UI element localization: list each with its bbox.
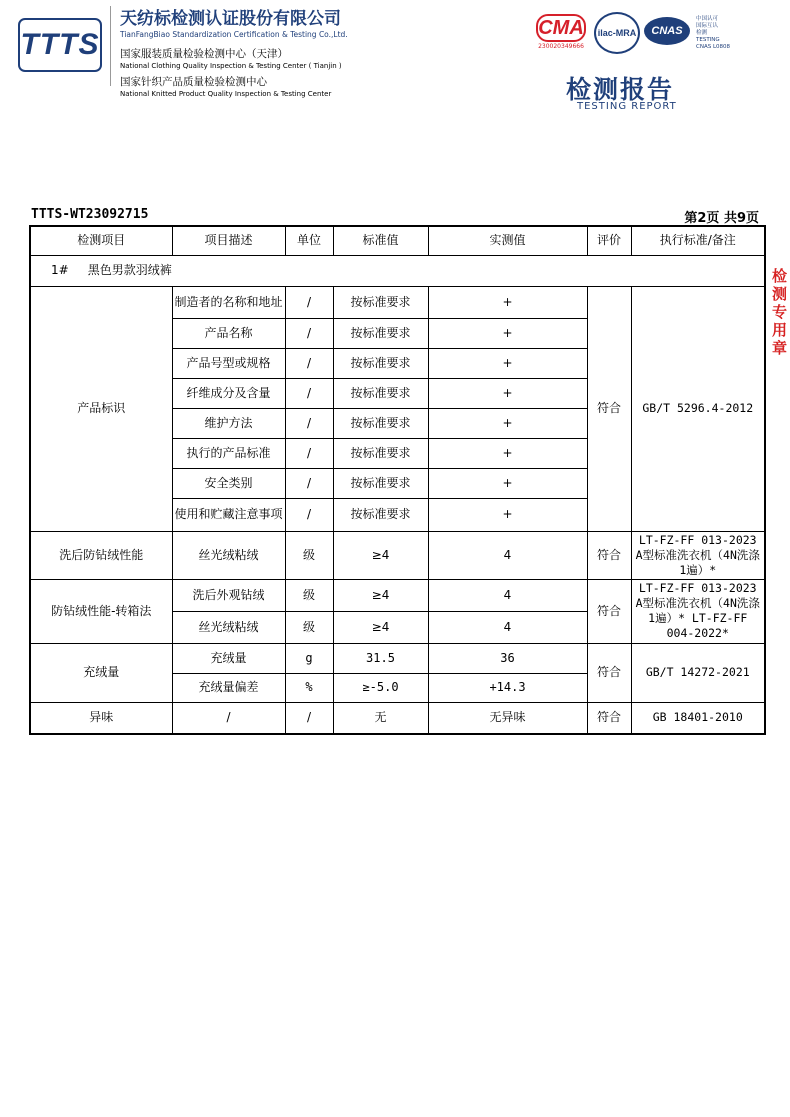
desc-cell: 产品名称 — [172, 318, 285, 348]
standard-value-cell: ≥-5.0 — [333, 673, 428, 702]
unit-cell: / — [285, 318, 333, 348]
measured-value-cell: + — [428, 468, 587, 498]
unit-cell: 级 — [285, 579, 333, 611]
table-row — [30, 702, 765, 734]
evaluation-cell: 符合 — [587, 286, 631, 531]
table-header-row — [30, 226, 765, 255]
sample-name: 黑色男款羽绒裤 — [87, 263, 172, 277]
company-logo — [18, 18, 102, 72]
table-row — [30, 531, 765, 579]
sample-cell — [30, 255, 765, 286]
red-stamp: 检测专用章 — [770, 268, 788, 358]
header-divider — [110, 6, 111, 86]
cnas-side-line: CNAS L0808 — [696, 44, 731, 50]
standard-value-cell: 按标准要求 — [333, 378, 428, 408]
unit-cell: / — [285, 498, 333, 531]
standard-value-cell: 按标准要求 — [333, 348, 428, 378]
measured-value-cell: 4 — [428, 579, 587, 611]
standard-value-cell: 按标准要求 — [333, 408, 428, 438]
standard-value-cell: ≥4 — [333, 579, 428, 611]
unit-cell: / — [285, 348, 333, 378]
standard-cell: GB/T 5296.4-2012 — [631, 286, 765, 531]
results-table — [29, 225, 766, 735]
cnas-logo-text: CNAS — [651, 25, 683, 37]
report-subtitle: TESTING REPORT — [577, 101, 677, 112]
measured-value-cell: + — [428, 318, 587, 348]
org-name-en: TianFangBiao Standardization Certification & Testing Co.,Ltd. — [120, 30, 348, 39]
measured-value-cell: + — [428, 378, 587, 408]
measured-value-cell: + — [428, 408, 587, 438]
unit-cell: / — [285, 378, 333, 408]
standard-cell: GB 18401-2010 — [631, 702, 765, 734]
unit-cell: 级 — [285, 611, 333, 643]
unit-cell: / — [285, 408, 333, 438]
measured-value-cell: +14.3 — [428, 673, 587, 702]
org-name-cn: 天纺标检测认证股份有限公司 — [120, 9, 341, 29]
test-item-cell: 充绒量 — [30, 643, 172, 702]
report-title: 检测报告 — [566, 75, 675, 104]
header-cell: 检测项目 — [30, 226, 172, 255]
table-row — [30, 643, 765, 673]
measured-value-cell: + — [428, 498, 587, 531]
test-item-cell: 防钻绒性能-转箱法 — [30, 579, 172, 643]
center2-name-en: National Knitted Product Quality Inspection & Testing Center — [120, 90, 332, 98]
header-cell: 实测值 — [428, 226, 587, 255]
desc-cell: 使用和贮藏注意事项 — [172, 498, 285, 531]
desc-cell: 制造者的名称和地址 — [172, 286, 285, 318]
unit-cell: 级 — [285, 531, 333, 579]
test-item-cell: 产品标识 — [30, 286, 172, 531]
desc-cell: 安全类别 — [172, 468, 285, 498]
measured-value-cell: + — [428, 438, 587, 468]
measured-value-cell: + — [428, 348, 587, 378]
cma-mark — [536, 14, 586, 50]
desc-cell: / — [172, 702, 285, 734]
standard-value-cell: 按标准要求 — [333, 498, 428, 531]
evaluation-cell: 符合 — [587, 643, 631, 702]
center1-name-cn: 国家服装质量检验检测中心（天津） — [120, 48, 288, 60]
cnas-mark — [644, 17, 690, 45]
standard-cell: LT-FZ-FF 013-2023 A型标准洗衣机（4N洗涤1遍）* LT-FZ-FF 004-2022* — [631, 579, 765, 643]
standard-cell: LT-FZ-FF 013-2023 A型标准洗衣机（4N洗涤1遍）* — [631, 531, 765, 579]
evaluation-cell: 符合 — [587, 702, 631, 734]
unit-cell: / — [285, 438, 333, 468]
standard-value-cell: ≥4 — [333, 611, 428, 643]
test-item-cell: 异味 — [30, 702, 172, 734]
cnas-side-line: TESTING — [696, 37, 720, 43]
header-cell: 单位 — [285, 226, 333, 255]
center2-name-cn: 国家针织产品质量检验检测中心 — [120, 76, 267, 88]
desc-cell: 洗后外观钻绒 — [172, 579, 285, 611]
unit-cell: / — [285, 702, 333, 734]
desc-cell: 充绒量偏差 — [172, 673, 285, 702]
cma-logo: CMA — [536, 14, 586, 42]
cnas-side-line: 检测 — [696, 30, 708, 36]
unit-cell: / — [285, 468, 333, 498]
cma-number: 230020349666 — [538, 43, 584, 50]
center1-name-en: National Clothing Quality Inspection & Testing Center ( Tianjin ) — [120, 62, 342, 70]
cnas-side-text — [696, 16, 730, 51]
standard-value-cell: 31.5 — [333, 643, 428, 673]
logo-text: TTTS — [20, 28, 100, 61]
header-cell: 项目描述 — [172, 226, 285, 255]
evaluation-cell: 符合 — [587, 579, 631, 643]
desc-cell: 丝光绒粘绒 — [172, 611, 285, 643]
standard-value-cell: 按标准要求 — [333, 286, 428, 318]
measured-value-cell: 4 — [428, 531, 587, 579]
report-number: TTTS-WT23092715 — [31, 207, 149, 222]
ilac-logo-text: ilac-MRA — [597, 28, 637, 38]
standard-value-cell: 按标准要求 — [333, 438, 428, 468]
measured-value-cell: 无异味 — [428, 702, 587, 734]
desc-cell: 维护方法 — [172, 408, 285, 438]
sample-row — [30, 255, 765, 286]
cnas-side-line: 国际互认 — [696, 23, 719, 29]
desc-cell: 执行的产品标准 — [172, 438, 285, 468]
unit-cell: g — [285, 643, 333, 673]
page-info: 第2页 共9页 — [684, 211, 759, 226]
unit-cell: / — [285, 286, 333, 318]
standard-value-cell: 按标准要求 — [333, 468, 428, 498]
header-cell: 执行标准/备注 — [631, 226, 765, 255]
header-cell: 标准值 — [333, 226, 428, 255]
standard-value-cell: 按标准要求 — [333, 318, 428, 348]
table-row — [30, 286, 765, 318]
desc-cell: 产品号型或规格 — [172, 348, 285, 378]
desc-cell: 充绒量 — [172, 643, 285, 673]
header-cell: 评价 — [587, 226, 631, 255]
desc-cell: 丝光绒粘绒 — [172, 531, 285, 579]
organization-block — [120, 4, 348, 98]
measured-value-cell: + — [428, 286, 587, 318]
standard-value-cell: ≥4 — [333, 531, 428, 579]
standard-cell: GB/T 14272-2021 — [631, 643, 765, 702]
ilac-mra-mark — [594, 12, 640, 54]
evaluation-cell: 符合 — [587, 531, 631, 579]
unit-cell: % — [285, 673, 333, 702]
sample-number: 1# — [51, 263, 69, 277]
test-item-cell: 洗后防钻绒性能 — [30, 531, 172, 579]
measured-value-cell: 4 — [428, 611, 587, 643]
desc-cell: 纤维成分及含量 — [172, 378, 285, 408]
cnas-side-line: 中国认可 — [696, 16, 719, 22]
standard-value-cell: 无 — [333, 702, 428, 734]
measured-value-cell: 36 — [428, 643, 587, 673]
table-row — [30, 579, 765, 611]
